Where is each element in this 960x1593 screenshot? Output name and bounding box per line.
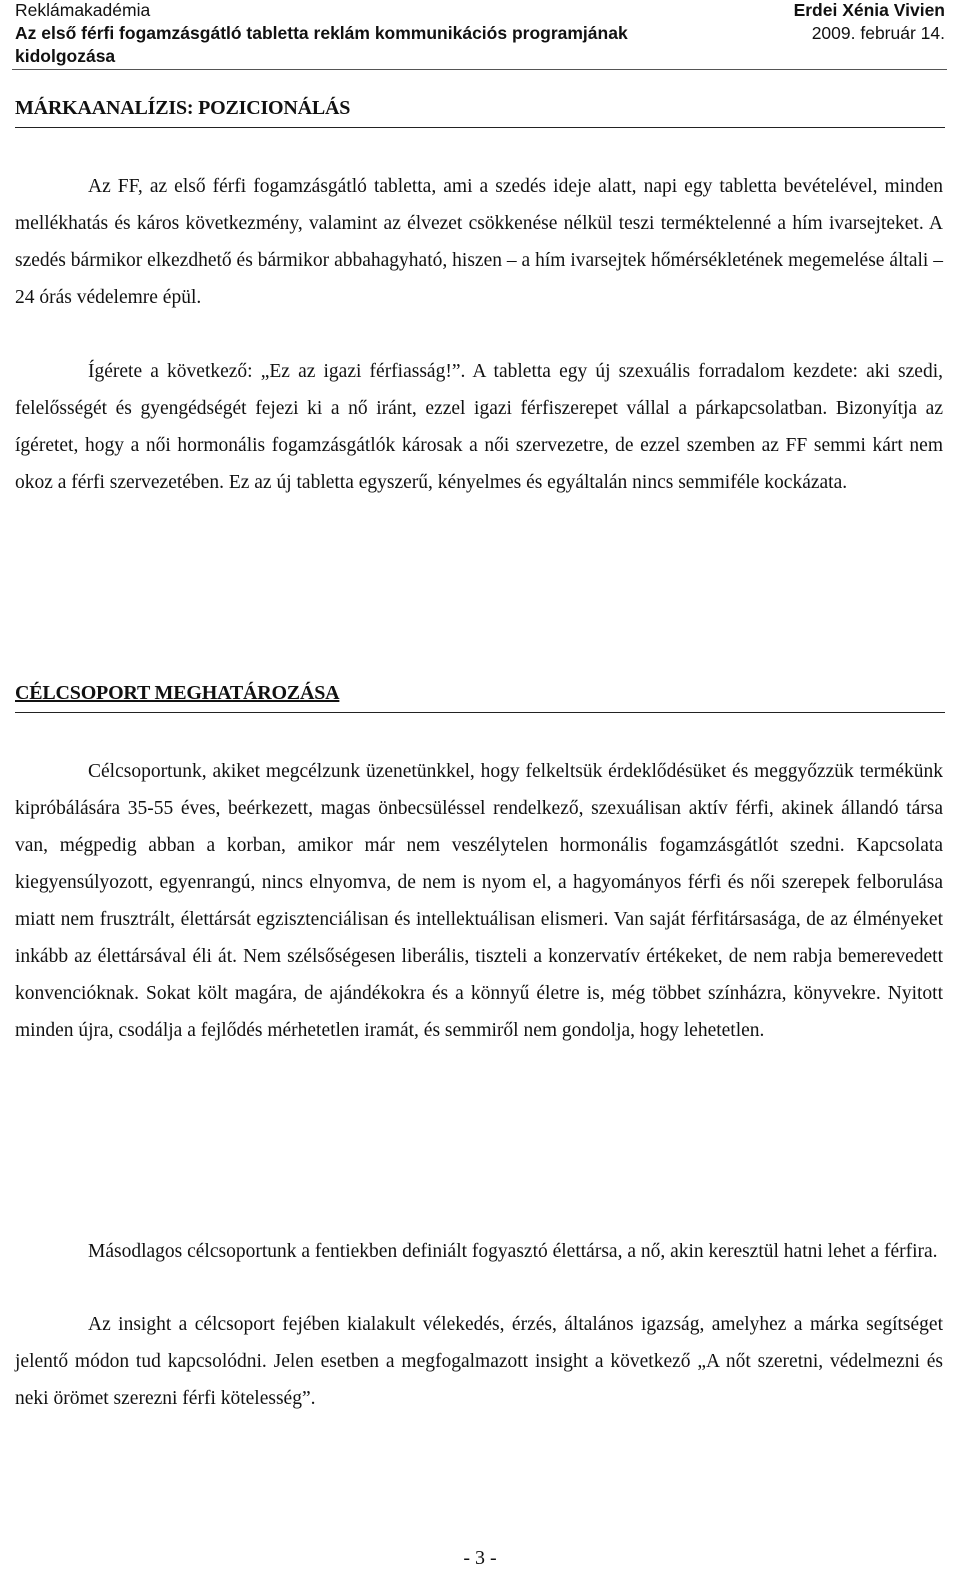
section-heading-target-group: CÉLCSOPORT MEGHATÁROZÁSA: [15, 682, 340, 704]
paragraph-product-promise: Ígérete a következő: „Ez az igazi férfiasság!”. A tabletta egy új szexuális forradalom kezdete: aki szedi, felelősségét és gyengédségét fejezi ki a nő iránt, ezzel igazi férfiszerepet vállal a párkapcsolatban. Bizonyítja az ígéretet, hogy a női hormonális fogamzásgátlók károsak a női szervezetre, de ezzel szemben az FF semmi kárt nem okoz a férfi szervezetében. Ez az új tabletta egyszerű, kényelmes és egyáltalán nincs semmiféle kockázata.: [15, 361, 943, 493]
section-heading-rule: [15, 712, 945, 713]
paragraph-product-description: Az FF, az első férfi fogamzásgátló tabletta, ami a szedés ideje alatt, napi egy tabletta bevételével, minden mellékhatás és káros következmény, valamint az élvezet csökkenése nélkül teszi terméktelenné a hím ivarsejteket. A szedés bármikor elkezdhető és bármikor abbahagyható, hiszen – a hím ivarsejtek hőmérsékletének megemelése általi – 24 órás védelemre épül.: [15, 176, 943, 308]
header-course-name: Reklámakadémia: [15, 0, 151, 20]
page-number: - 3 -: [463, 1547, 497, 1569]
paragraph-insight: Az insight a célcsoport fejében kialakult vélekedés, érzés, általános igazság, amelyhez a márka segítséget jelentő módon tud kapcsolódni. Jelen esetben a megfogalmazott insight a következő „A nőt szeretni, védelmezni és neki örömet szerezni férfi kötelesség”.: [15, 1314, 943, 1409]
header-document-title-cont: kidolgozása: [15, 46, 116, 66]
paragraph-primary-target-group: Célcsoportunk, akiket megcélzunk üzenetünkkel, hogy felkeltsük érdeklődésüket és meggyőzzük termékünk kipróbálására 35-55 éves, beérkezett, magas önbecsüléssel rendelkező, szexuálisan aktív férfi, akinek állandó társa van, mégpedig abban a korban, amikor már nem veszélytelen hormonális fogamzásgátlót szedni. Kapcsolata kiegyensúlyozott, egyenrangú, nincs elnyomva, de nem is nyom el, a hagyományos férfi és női szerepek felborulása miatt nem frusztrált, élettársát egzisztenciálisan és intellektuálisan elismeri. Van saját férfitársasága, de az élményeket inkább az élettársával éli át. Nem szélsőségesen liberális, tiszteli a konzervatív értékeket, de nem rabja bemerevedett konvencióknak. Sokat költ magára, de ajándékokra és a könnyű életre is, még többet színházra, könyvekre. Nyitott minden újra, csodálja a fejlődés mérhetetlen iramát, és semmiről nem gondolja, hogy lehetetlen.: [15, 761, 943, 1041]
header-author: Erdei Xénia Vivien: [793, 0, 945, 20]
section-heading-rule: [15, 127, 945, 128]
paragraph-secondary-target-group: Másodlagos célcsoportunk a fentiekben definiált fogyasztó élettársa, a nő, akin keresztül hatni lehet a férfira.: [88, 1241, 938, 1262]
header-date: 2009. február 14.: [811, 23, 945, 43]
header-divider: [12, 69, 947, 70]
section-heading-positioning: MÁRKAANALÍZIS: POZICIONÁLÁS: [15, 97, 351, 119]
header-document-title: Az első férfi fogamzásgátló tabletta reklám kommunikációs programjának: [15, 23, 628, 43]
